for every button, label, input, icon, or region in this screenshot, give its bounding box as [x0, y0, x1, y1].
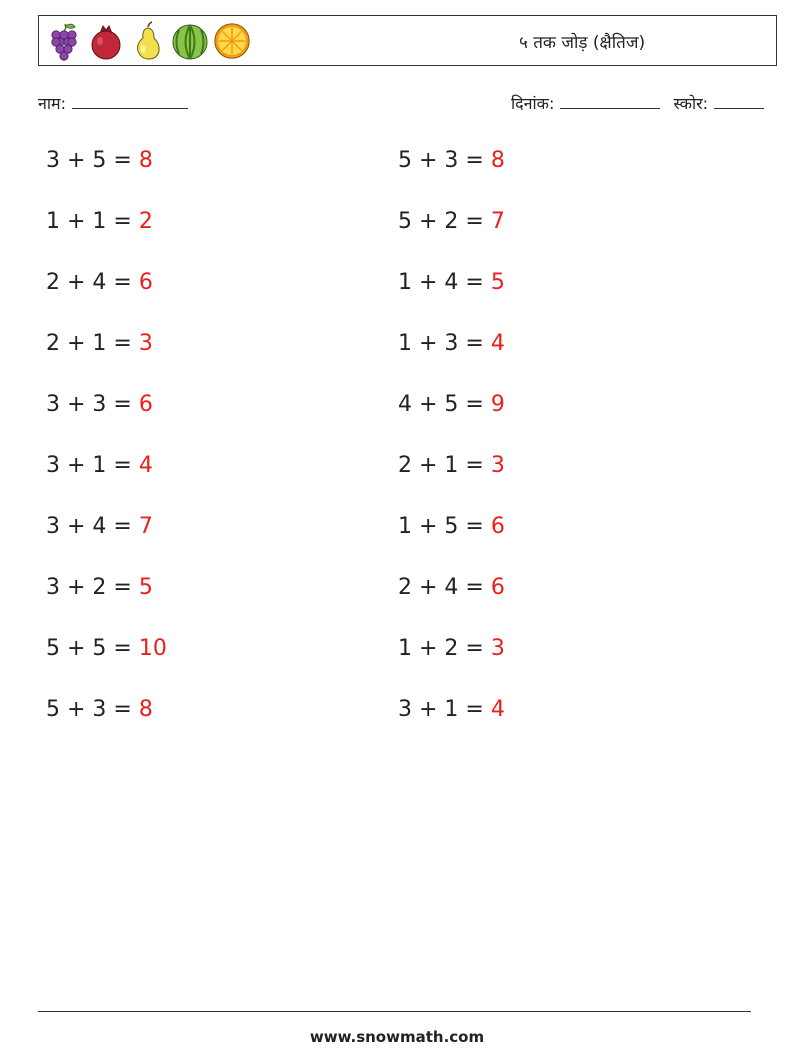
- addend-b: 5: [444, 392, 459, 417]
- addend-b: 1: [444, 697, 459, 722]
- addend-b: 3: [92, 392, 107, 417]
- addend-a: 2: [398, 453, 412, 478]
- problem-item: 5 + 5 = 10: [46, 636, 167, 661]
- answer: 8: [138, 148, 153, 173]
- problem-item: 1 + 3 = 4: [398, 331, 505, 356]
- problem-item: 2 + 1 = 3: [46, 331, 153, 356]
- addend-a: 2: [46, 331, 60, 356]
- problem-item: 3 + 5 = 8: [46, 148, 153, 173]
- problem-item: 3 + 2 = 5: [46, 575, 153, 600]
- answer: 3: [490, 453, 505, 478]
- addend-a: 5: [46, 636, 60, 661]
- answer: 6: [138, 270, 153, 295]
- addend-b: 3: [92, 697, 107, 722]
- addend-b: 1: [92, 209, 107, 234]
- addend-a: 1: [398, 514, 412, 539]
- answer: 3: [138, 331, 153, 356]
- addend-b: 2: [92, 575, 107, 600]
- problem-item: 1 + 5 = 6: [398, 514, 505, 539]
- footer-url: www.snowmath.com: [309, 1028, 485, 1046]
- addend-b: 1: [444, 453, 459, 478]
- answer: 5: [490, 270, 505, 295]
- addend-b: 2: [444, 209, 459, 234]
- score-label: स्कोर:: [673, 94, 709, 113]
- addend-a: 1: [398, 331, 412, 356]
- addend-b: 5: [92, 636, 107, 661]
- answer: 5: [138, 575, 153, 600]
- answer: 7: [490, 209, 505, 234]
- problem-item: 3 + 1 = 4: [46, 453, 153, 478]
- addend-a: 3: [46, 392, 60, 417]
- addend-a: 3: [46, 148, 60, 173]
- addend-a: 2: [398, 575, 412, 600]
- answer: 9: [490, 392, 505, 417]
- date-label: दिनांक:: [511, 94, 555, 113]
- problem-item: 4 + 5 = 9: [398, 392, 505, 417]
- problem-item: 2 + 4 = 6: [46, 270, 153, 295]
- answer: 6: [138, 392, 153, 417]
- name-label: नाम:: [38, 94, 66, 113]
- answer: 4: [490, 331, 505, 356]
- answer: 4: [490, 697, 505, 722]
- addend-a: 1: [46, 209, 60, 234]
- addend-a: 5: [46, 697, 60, 722]
- addend-b: 4: [92, 270, 107, 295]
- addend-b: 4: [92, 514, 107, 539]
- addend-a: 3: [46, 453, 60, 478]
- problem-item: 5 + 2 = 7: [398, 209, 505, 234]
- answer: 2: [138, 209, 153, 234]
- answer: 3: [490, 636, 505, 661]
- answer: 6: [490, 575, 505, 600]
- addend-a: 4: [398, 392, 412, 417]
- addend-b: 3: [444, 148, 459, 173]
- problem-item: 3 + 4 = 7: [46, 514, 153, 539]
- addend-b: 5: [92, 148, 107, 173]
- addend-a: 2: [46, 270, 60, 295]
- addend-b: 2: [444, 636, 459, 661]
- addend-a: 3: [46, 514, 60, 539]
- problem-item: 2 + 4 = 6: [398, 575, 505, 600]
- problem-item: 3 + 3 = 6: [46, 392, 153, 417]
- answer: 8: [138, 697, 153, 722]
- worksheet-title: ५ तक जोड़ (क्षैतिज): [519, 33, 646, 53]
- problem-item: 1 + 4 = 5: [398, 270, 505, 295]
- addend-a: 3: [46, 575, 60, 600]
- answer: 6: [490, 514, 505, 539]
- addend-b: 1: [92, 453, 107, 478]
- problem-item: 5 + 3 = 8: [398, 148, 505, 173]
- answer: 10: [138, 636, 167, 661]
- problem-item: 1 + 2 = 3: [398, 636, 505, 661]
- problem-item: 5 + 3 = 8: [46, 697, 153, 722]
- answer: 4: [138, 453, 153, 478]
- addend-a: 1: [398, 636, 412, 661]
- addend-a: 5: [398, 209, 412, 234]
- footer-divider: [38, 1011, 751, 1012]
- answer: 8: [490, 148, 505, 173]
- addend-b: 4: [444, 270, 459, 295]
- problem-item: 3 + 1 = 4: [398, 697, 505, 722]
- addend-a: 1: [398, 270, 412, 295]
- problem-item: 2 + 1 = 3: [398, 453, 505, 478]
- answer: 7: [138, 514, 153, 539]
- addend-a: 3: [398, 697, 412, 722]
- addend-b: 3: [444, 331, 459, 356]
- addend-a: 5: [398, 148, 412, 173]
- addend-b: 1: [92, 331, 107, 356]
- problem-item: 1 + 1 = 2: [46, 209, 153, 234]
- addend-b: 4: [444, 575, 459, 600]
- addend-b: 5: [444, 514, 459, 539]
